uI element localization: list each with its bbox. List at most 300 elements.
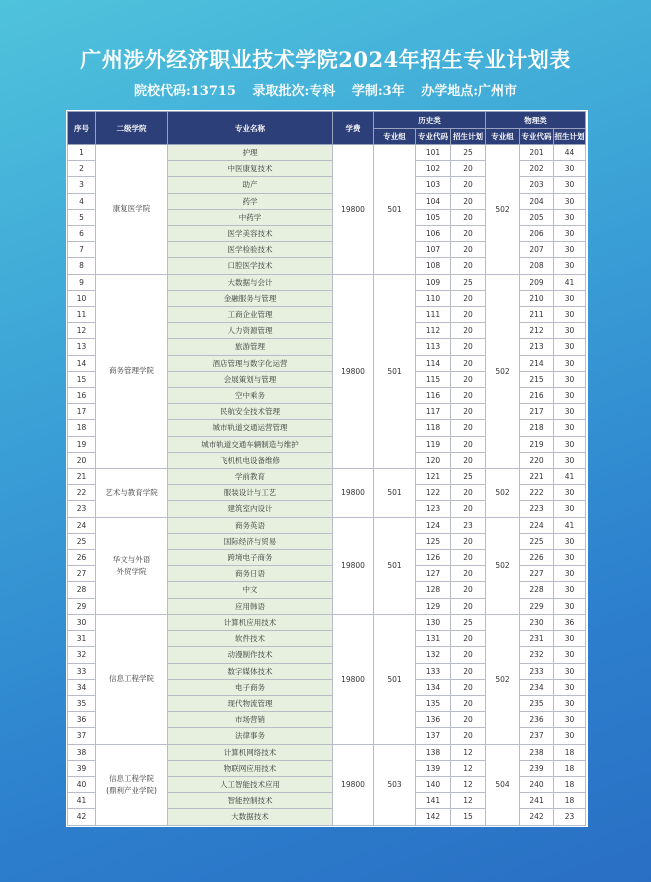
major-name: 口腔医学技术 <box>168 258 333 274</box>
physics-plan-count: 41 <box>554 274 586 290</box>
major-name: 助产 <box>168 177 333 193</box>
physics-plan-count: 30 <box>554 501 586 517</box>
major-name: 城市轨道交通运营管理 <box>168 420 333 436</box>
major-name: 数字媒体技术 <box>168 663 333 679</box>
physics-major-code: 237 <box>520 728 554 744</box>
physics-major-code: 238 <box>520 744 554 760</box>
physics-plan-count: 41 <box>554 517 586 533</box>
history-major-code: 123 <box>416 501 451 517</box>
history-plan-count: 20 <box>451 679 486 695</box>
history-major-code: 122 <box>416 485 451 501</box>
history-major-code: 118 <box>416 420 451 436</box>
physics-plan-count: 36 <box>554 614 586 630</box>
history-major-group: 501 <box>374 517 416 614</box>
physics-major-code: 211 <box>520 307 554 323</box>
major-name: 药学 <box>168 193 333 209</box>
physics-major-code: 207 <box>520 242 554 258</box>
row-number: 39 <box>68 760 96 776</box>
major-name: 人力资源管理 <box>168 323 333 339</box>
row-number: 1 <box>68 145 96 161</box>
physics-major-code: 216 <box>520 388 554 404</box>
physics-major-code: 204 <box>520 193 554 209</box>
row-number: 37 <box>68 728 96 744</box>
history-major-group: 503 <box>374 744 416 825</box>
physics-major-code: 223 <box>520 501 554 517</box>
physics-major-code: 206 <box>520 226 554 242</box>
header-college: 二级学院 <box>96 112 168 145</box>
college-name: 康复医学院 <box>96 145 168 275</box>
history-major-code: 124 <box>416 517 451 533</box>
physics-plan-count: 30 <box>554 695 586 711</box>
table-row <box>68 469 586 485</box>
row-number: 27 <box>68 566 96 582</box>
row-number: 5 <box>68 209 96 225</box>
major-name: 工商企业管理 <box>168 307 333 323</box>
history-major-code: 134 <box>416 679 451 695</box>
physics-major-code: 208 <box>520 258 554 274</box>
physics-plan-count: 30 <box>554 647 586 663</box>
physics-plan-count: 30 <box>554 307 586 323</box>
physics-major-code: 226 <box>520 550 554 566</box>
table-row <box>68 274 586 290</box>
major-name: 城市轨道交通车辆制造与维护 <box>168 436 333 452</box>
study-duration: 学制:3年 <box>351 84 405 99</box>
physics-major-code: 221 <box>520 469 554 485</box>
physics-plan-count: 18 <box>554 760 586 776</box>
history-major-code: 112 <box>416 323 451 339</box>
history-plan-count: 20 <box>451 598 486 614</box>
header-physics: 物理类 <box>486 112 586 129</box>
row-number: 12 <box>68 323 96 339</box>
row-number: 29 <box>68 598 96 614</box>
physics-plan-count: 18 <box>554 776 586 792</box>
row-number: 38 <box>68 744 96 760</box>
physics-major-code: 231 <box>520 631 554 647</box>
school-location: 办学地点:广州市 <box>421 84 518 99</box>
history-major-code: 102 <box>416 161 451 177</box>
physics-major-code: 212 <box>520 323 554 339</box>
row-number: 40 <box>68 776 96 792</box>
history-major-group: 501 <box>374 274 416 468</box>
history-plan-count: 20 <box>451 420 486 436</box>
major-name: 飞机机电设备维修 <box>168 452 333 468</box>
physics-major-code: 205 <box>520 209 554 225</box>
major-name: 旅游管理 <box>168 339 333 355</box>
history-major-code: 107 <box>416 242 451 258</box>
history-plan-count: 20 <box>451 209 486 225</box>
history-plan-count: 20 <box>451 728 486 744</box>
history-major-code: 110 <box>416 290 451 306</box>
history-major-code: 126 <box>416 550 451 566</box>
history-plan-count: 20 <box>451 242 486 258</box>
row-number: 6 <box>68 226 96 242</box>
major-name: 中药学 <box>168 209 333 225</box>
history-major-code: 106 <box>416 226 451 242</box>
header-history: 历史类 <box>374 112 486 129</box>
physics-plan-count: 30 <box>554 388 586 404</box>
row-number: 2 <box>68 161 96 177</box>
history-major-code: 140 <box>416 776 451 792</box>
physics-plan-count: 30 <box>554 712 586 728</box>
college-name: 信息工程学院 <box>96 614 168 744</box>
header-physics-plan: 招生计划 <box>554 129 586 145</box>
history-plan-count: 20 <box>451 258 486 274</box>
row-number: 9 <box>68 274 96 290</box>
header-no: 序号 <box>68 112 96 145</box>
major-name: 动漫制作技术 <box>168 647 333 663</box>
tuition-fee: 19800 <box>333 274 374 468</box>
header-major: 专业名称 <box>168 112 333 145</box>
major-name: 空中乘务 <box>168 388 333 404</box>
history-plan-count: 20 <box>451 695 486 711</box>
history-plan-count: 20 <box>451 501 486 517</box>
header-physics-group: 专业组 <box>486 129 520 145</box>
table-row <box>68 145 586 161</box>
physics-plan-count: 30 <box>554 290 586 306</box>
major-name: 法律事务 <box>168 728 333 744</box>
table-row <box>68 744 586 760</box>
tuition-fee: 19800 <box>333 517 374 614</box>
physics-plan-count: 30 <box>554 371 586 387</box>
physics-major-code: 227 <box>520 566 554 582</box>
row-number: 23 <box>68 501 96 517</box>
physics-plan-count: 30 <box>554 582 586 598</box>
history-plan-count: 20 <box>451 177 486 193</box>
college-name: 艺术与教育学院 <box>96 469 168 518</box>
physics-major-code: 229 <box>520 598 554 614</box>
tuition-fee: 19800 <box>333 145 374 275</box>
history-plan-count: 25 <box>451 274 486 290</box>
major-name: 智能控制技术 <box>168 793 333 809</box>
history-major-code: 121 <box>416 469 451 485</box>
header-fee: 学费 <box>333 112 374 145</box>
physics-major-code: 234 <box>520 679 554 695</box>
physics-major-group: 502 <box>486 469 520 518</box>
major-name: 大数据技术 <box>168 809 333 825</box>
history-plan-count: 20 <box>451 290 486 306</box>
history-plan-count: 20 <box>451 323 486 339</box>
history-major-code: 127 <box>416 566 451 582</box>
physics-major-code: 218 <box>520 420 554 436</box>
history-plan-count: 20 <box>451 371 486 387</box>
row-number: 13 <box>68 339 96 355</box>
major-name: 现代物流管理 <box>168 695 333 711</box>
physics-plan-count: 30 <box>554 420 586 436</box>
history-major-code: 125 <box>416 533 451 549</box>
row-number: 42 <box>68 809 96 825</box>
physics-major-code: 215 <box>520 371 554 387</box>
row-number: 19 <box>68 436 96 452</box>
major-name: 医学美容技术 <box>168 226 333 242</box>
row-number: 3 <box>68 177 96 193</box>
history-major-code: 141 <box>416 793 451 809</box>
header-history-code: 专业代码 <box>416 129 451 145</box>
college-name: 华文与外语 外贸学院 <box>96 517 168 614</box>
major-name: 物联网应用技术 <box>168 760 333 776</box>
physics-major-code: 236 <box>520 712 554 728</box>
history-plan-count: 20 <box>451 226 486 242</box>
row-number: 35 <box>68 695 96 711</box>
row-number: 16 <box>68 388 96 404</box>
row-number: 7 <box>68 242 96 258</box>
history-plan-count: 20 <box>451 193 486 209</box>
physics-major-group: 502 <box>486 614 520 744</box>
row-number: 20 <box>68 452 96 468</box>
table-body <box>68 145 586 826</box>
physics-plan-count: 30 <box>554 679 586 695</box>
physics-plan-count: 30 <box>554 728 586 744</box>
physics-major-code: 232 <box>520 647 554 663</box>
history-major-code: 103 <box>416 177 451 193</box>
physics-major-code: 201 <box>520 145 554 161</box>
history-major-code: 101 <box>416 145 451 161</box>
history-major-code: 115 <box>416 371 451 387</box>
row-number: 31 <box>68 631 96 647</box>
row-number: 4 <box>68 193 96 209</box>
major-name: 大数据与会计 <box>168 274 333 290</box>
row-number: 14 <box>68 355 96 371</box>
physics-plan-count: 30 <box>554 631 586 647</box>
row-number: 11 <box>68 307 96 323</box>
history-plan-count: 12 <box>451 793 486 809</box>
history-major-code: 133 <box>416 663 451 679</box>
physics-major-code: 235 <box>520 695 554 711</box>
row-number: 22 <box>68 485 96 501</box>
history-plan-count: 25 <box>451 614 486 630</box>
history-plan-count: 20 <box>451 712 486 728</box>
physics-major-code: 220 <box>520 452 554 468</box>
physics-plan-count: 30 <box>554 533 586 549</box>
physics-plan-count: 30 <box>554 436 586 452</box>
major-name: 商务英语 <box>168 517 333 533</box>
major-name: 人工智能技术应用 <box>168 776 333 792</box>
physics-major-code: 203 <box>520 177 554 193</box>
physics-major-code: 219 <box>520 436 554 452</box>
row-number: 21 <box>68 469 96 485</box>
physics-plan-count: 30 <box>554 452 586 468</box>
row-number: 41 <box>68 793 96 809</box>
physics-major-code: 217 <box>520 404 554 420</box>
admission-batch: 录取批次:专科 <box>252 84 336 99</box>
subtitle <box>0 80 651 99</box>
row-number: 25 <box>68 533 96 549</box>
major-name: 商务日语 <box>168 566 333 582</box>
history-plan-count: 20 <box>451 307 486 323</box>
history-major-code: 104 <box>416 193 451 209</box>
physics-major-code: 214 <box>520 355 554 371</box>
plan-table-sheet <box>66 110 588 827</box>
history-major-code: 128 <box>416 582 451 598</box>
physics-major-code: 233 <box>520 663 554 679</box>
physics-plan-count: 30 <box>554 177 586 193</box>
history-major-code: 136 <box>416 712 451 728</box>
header-physics-code: 专业代码 <box>520 129 554 145</box>
row-number: 28 <box>68 582 96 598</box>
row-number: 33 <box>68 663 96 679</box>
physics-plan-count: 30 <box>554 323 586 339</box>
physics-plan-count: 30 <box>554 226 586 242</box>
history-major-code: 142 <box>416 809 451 825</box>
college-name: 信息工程学院 (鼎利产业学院) <box>96 744 168 825</box>
history-major-code: 135 <box>416 695 451 711</box>
history-major-code: 129 <box>416 598 451 614</box>
tuition-fee: 19800 <box>333 744 374 825</box>
history-plan-count: 15 <box>451 809 486 825</box>
physics-major-code: 241 <box>520 793 554 809</box>
row-number: 34 <box>68 679 96 695</box>
page-title: 广州涉外经济职业技术学院2024年招生专业计划表 <box>80 47 571 72</box>
history-plan-count: 20 <box>451 161 486 177</box>
table-row <box>68 517 586 533</box>
major-name: 中医康复技术 <box>168 161 333 177</box>
major-name: 金融服务与管理 <box>168 290 333 306</box>
row-number: 32 <box>68 647 96 663</box>
major-name: 酒店管理与数字化运营 <box>168 355 333 371</box>
row-number: 10 <box>68 290 96 306</box>
history-plan-count: 20 <box>451 631 486 647</box>
history-plan-count: 20 <box>451 550 486 566</box>
physics-major-code: 222 <box>520 485 554 501</box>
history-plan-count: 20 <box>451 663 486 679</box>
history-major-code: 119 <box>416 436 451 452</box>
history-major-code: 113 <box>416 339 451 355</box>
physics-major-code: 224 <box>520 517 554 533</box>
history-plan-count: 20 <box>451 452 486 468</box>
plan-table <box>67 111 586 826</box>
physics-plan-count: 30 <box>554 485 586 501</box>
physics-major-code: 240 <box>520 776 554 792</box>
history-plan-count: 20 <box>451 647 486 663</box>
physics-major-code: 209 <box>520 274 554 290</box>
history-plan-count: 25 <box>451 469 486 485</box>
physics-plan-count: 30 <box>554 193 586 209</box>
tuition-fee: 19800 <box>333 614 374 744</box>
physics-plan-count: 30 <box>554 209 586 225</box>
row-number: 17 <box>68 404 96 420</box>
row-number: 36 <box>68 712 96 728</box>
physics-plan-count: 30 <box>554 404 586 420</box>
major-name: 学前教育 <box>168 469 333 485</box>
physics-plan-count: 23 <box>554 809 586 825</box>
header-history-group: 专业组 <box>374 129 416 145</box>
major-name: 市场营销 <box>168 712 333 728</box>
history-major-code: 105 <box>416 209 451 225</box>
history-major-group: 501 <box>374 469 416 518</box>
major-name: 服装设计与工艺 <box>168 485 333 501</box>
physics-major-group: 502 <box>486 517 520 614</box>
row-number: 30 <box>68 614 96 630</box>
history-major-code: 108 <box>416 258 451 274</box>
major-name: 软件技术 <box>168 631 333 647</box>
physics-plan-count: 30 <box>554 242 586 258</box>
history-plan-count: 20 <box>451 355 486 371</box>
physics-major-group: 504 <box>486 744 520 825</box>
physics-plan-count: 44 <box>554 145 586 161</box>
history-plan-count: 12 <box>451 760 486 776</box>
history-plan-count: 23 <box>451 517 486 533</box>
history-plan-count: 20 <box>451 582 486 598</box>
tuition-fee: 19800 <box>333 469 374 518</box>
history-plan-count: 20 <box>451 485 486 501</box>
physics-major-code: 210 <box>520 290 554 306</box>
physics-major-code: 239 <box>520 760 554 776</box>
history-plan-count: 20 <box>451 339 486 355</box>
history-plan-count: 25 <box>451 145 486 161</box>
physics-plan-count: 30 <box>554 550 586 566</box>
physics-plan-count: 41 <box>554 469 586 485</box>
physics-plan-count: 18 <box>554 744 586 760</box>
history-major-code: 132 <box>416 647 451 663</box>
major-name: 民航安全技术管理 <box>168 404 333 420</box>
history-major-group: 501 <box>374 145 416 275</box>
header-history-plan: 招生计划 <box>451 129 486 145</box>
history-major-code: 117 <box>416 404 451 420</box>
history-plan-count: 20 <box>451 404 486 420</box>
physics-plan-count: 30 <box>554 258 586 274</box>
row-number: 18 <box>68 420 96 436</box>
physics-plan-count: 30 <box>554 161 586 177</box>
major-name: 建筑室内设计 <box>168 501 333 517</box>
major-name: 国际经济与贸易 <box>168 533 333 549</box>
history-major-code: 114 <box>416 355 451 371</box>
physics-plan-count: 30 <box>554 566 586 582</box>
major-name: 计算机网络技术 <box>168 744 333 760</box>
physics-major-group: 502 <box>486 145 520 275</box>
physics-major-code: 242 <box>520 809 554 825</box>
history-plan-count: 12 <box>451 776 486 792</box>
row-number: 8 <box>68 258 96 274</box>
physics-major-code: 213 <box>520 339 554 355</box>
history-plan-count: 20 <box>451 566 486 582</box>
physics-major-code: 202 <box>520 161 554 177</box>
history-major-code: 131 <box>416 631 451 647</box>
history-major-code: 130 <box>416 614 451 630</box>
physics-major-code: 225 <box>520 533 554 549</box>
row-number: 26 <box>68 550 96 566</box>
table-row <box>68 614 586 630</box>
physics-plan-count: 30 <box>554 339 586 355</box>
history-plan-count: 20 <box>451 533 486 549</box>
physics-major-code: 230 <box>520 614 554 630</box>
history-plan-count: 20 <box>451 388 486 404</box>
major-name: 医学检验技术 <box>168 242 333 258</box>
physics-plan-count: 18 <box>554 793 586 809</box>
physics-major-code: 228 <box>520 582 554 598</box>
history-major-code: 138 <box>416 744 451 760</box>
row-number: 24 <box>68 517 96 533</box>
school-code: 院校代码:13715 <box>133 84 236 99</box>
history-major-code: 109 <box>416 274 451 290</box>
major-name: 会展策划与管理 <box>168 371 333 387</box>
major-name: 计算机应用技术 <box>168 614 333 630</box>
history-major-group: 501 <box>374 614 416 744</box>
history-major-code: 120 <box>416 452 451 468</box>
row-number: 15 <box>68 371 96 387</box>
major-name: 应用韩语 <box>168 598 333 614</box>
physics-plan-count: 30 <box>554 355 586 371</box>
physics-major-group: 502 <box>486 274 520 468</box>
major-name: 中文 <box>168 582 333 598</box>
history-major-code: 116 <box>416 388 451 404</box>
major-name: 电子商务 <box>168 679 333 695</box>
history-plan-count: 20 <box>451 436 486 452</box>
major-name: 跨境电子商务 <box>168 550 333 566</box>
history-major-code: 111 <box>416 307 451 323</box>
major-name: 护理 <box>168 145 333 161</box>
history-major-code: 137 <box>416 728 451 744</box>
physics-plan-count: 30 <box>554 663 586 679</box>
physics-plan-count: 30 <box>554 598 586 614</box>
